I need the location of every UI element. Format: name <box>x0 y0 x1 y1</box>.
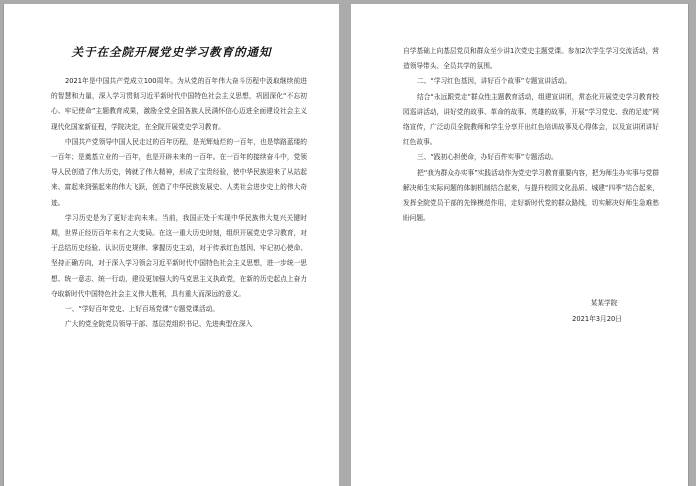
right-paragraph: 结合“永远跟党走”群众性主题教育活动，组建宣讲团，常态化开展党史学习教育校园巡讲活动，讲好党的故事、革命的故事、英雄的故事，开展“学习党史、我的足迹”网络宣传，广泛动员全院教师和学生分享开出红色培训故事及心得体会，以及宣讲团讲好红色故事。 <box>403 92 659 147</box>
right-paragraph: 二、“学习红色基因，讲好百个故事”专题宣讲活动。 <box>417 77 572 86</box>
right-paragraph: 自学基础上向基层党员和群众至少讲1次党史主题党课。参加2次学生学习交流活动，营造领导带头、全员共学的氛围。 <box>403 47 659 71</box>
document-page-left <box>3 4 339 486</box>
left-paragraph: 广大的党全院党员领导干部、基层党组织书记、先进典型在深入 <box>65 320 253 329</box>
right-paragraph: 把“我为群众办实事”实践活动作为党史学习教育重要内容，把为师生办实事与党群解决师生实际问题的体制机制结合起来，与提升校园文化品质、城建“四季”结合起来，发挥全院党员干部的先锋模范作用，走好新时代党的群众路线，切实解决好师生急难愁盼问题。 <box>403 168 659 223</box>
left-paragraph: 一、“学好百年党史、上好百场党课”专题党课活动。 <box>65 305 220 314</box>
right-body <box>403 44 659 226</box>
right-paragraph: 三、“践初心担使命，办好百件实事”专题活动。 <box>417 153 558 162</box>
signature-organization: 某某学院 <box>590 299 618 307</box>
left-body <box>51 74 307 332</box>
left-paragraph: 2021年是中国共产党成立100周年。为从党的百年伟大奋斗历程中汲取继续前进的智慧和力量，深入学习贯彻习近平新时代中国特色社会主义思想，巩固深化“不忘初心、牢记使命”主题教育成果，激励全党全国各族人民满怀信心迈进全面建设社会主义现代化国家新征程，学院决定，在全院开展党史学习教育。 <box>51 77 307 131</box>
document-title: 关于在全院开展党史学习教育的通知 <box>71 45 272 59</box>
left-paragraph: 中国共产党领导中国人民走过的百年历程，是光辉灿烂的一百年，也是筚路蓝缕的一百年；是奠基立业的一百年，也是开辟未来的一百年。在一百年的接续奋斗中，党领导人民创造了伟大历史，铸就了伟大精神，形成了宝贵经验，使中华民族迎来了从站起来、富起来到强起来的伟大飞跃，创造了中华民族发展史、人类社会进步史上的伟大奇迹。 <box>51 137 307 207</box>
document-page-right <box>351 4 689 486</box>
signature-date: 2021年3月20日 <box>572 315 622 323</box>
left-paragraph: 学习历史是为了更好走向未来。当前，我国正处于实现中华民族伟大复兴关键时期，世界正经历百年未有之大变局。在这一重大历史时刻，组织开展党史学习教育，对于总结历史经验、认识历史规律、掌握历史主动，对于传承红色基因、牢记初心使命、坚持正确方向，对于深入学习领会习近平新时代中国特色社会主义思想，进一步统一思想、统一意志、统一行动，建设更加强大的马克思主义执政党，在新的历史起点上奋力夺取新时代中国特色社会主义伟大胜利，具有重大而深远的意义。 <box>51 213 307 298</box>
